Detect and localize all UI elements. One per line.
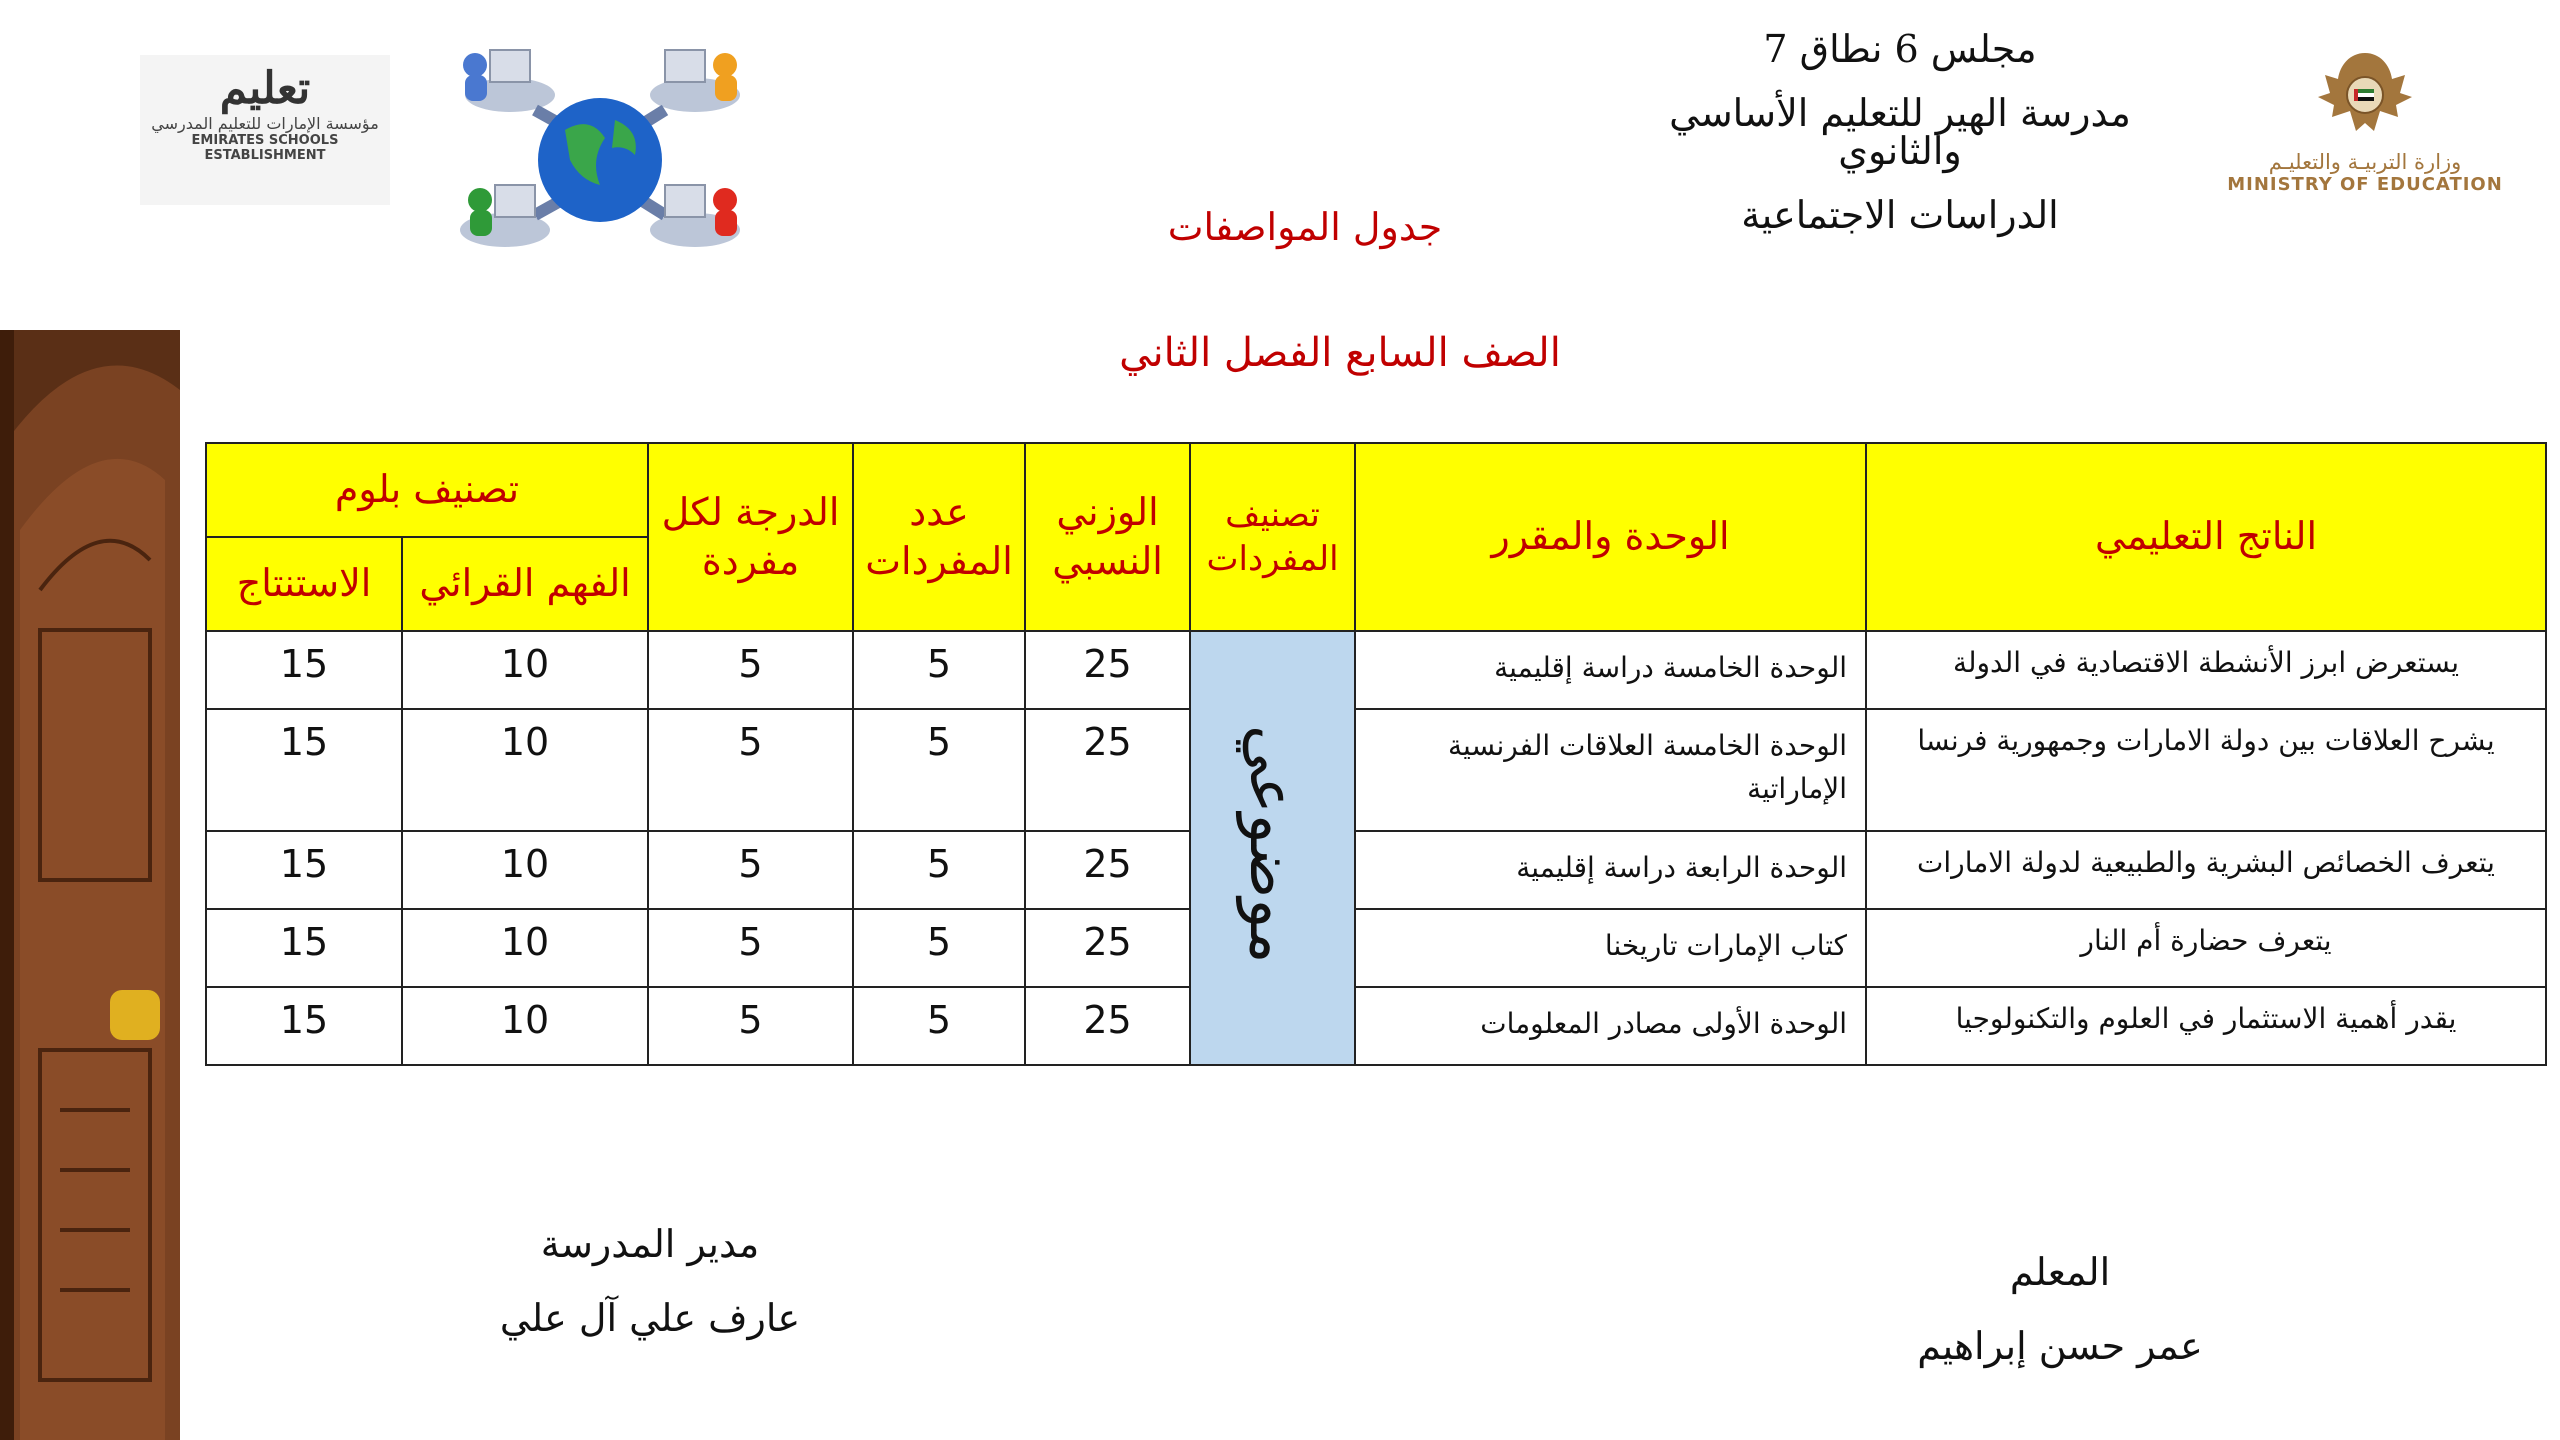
outcome-cell: يتعرف الخصائص البشرية والطبيعية لدولة الامارات [1866,831,2546,909]
comprehension-cell: 10 [402,987,648,1065]
header-bloom: تصنيف بلوم [206,443,648,537]
teacher-role: المعلم [2009,1250,2111,1294]
principal-signature [480,1222,820,1340]
header-reading-comprehension: الفهم القرائي [402,537,648,631]
header-score-per-item: الدرجة لكل مفردة [648,443,853,631]
header-outcome: الناتج التعليمي [1866,443,2546,631]
grade-term-title: الصف السابع الفصل الثاني [1119,330,1561,376]
outcome-cell: يقدر أهمية الاستثمار في العلوم والتكنولوجيا [1866,987,2546,1065]
item-type-value: موضوعي [1236,725,1310,964]
count-cell: 5 [853,987,1025,1065]
ese-logo-english: EMIRATES SCHOOLS ESTABLISHMENT [191,133,339,163]
weight-cell: 25 [1025,831,1190,909]
ese-logo [140,55,390,205]
principal-role: مدير المدرسة [540,1222,760,1266]
item-type-cell [1190,631,1355,1065]
score-cell: 5 [648,631,853,709]
count-cell: 5 [853,831,1025,909]
outcome-cell: يستعرض ابرز الأنشطة الاقتصادية في الدولة [1866,631,2546,709]
teacher-name: عمر حسن إبراهيم [1917,1324,2203,1368]
outcome-cell: يتعرف حضارة أم النار [1866,909,2546,987]
table-row [206,987,2546,1065]
teacher-signature [1860,1250,2260,1368]
table-row [206,709,2546,831]
count-cell: 5 [853,909,1025,987]
ministry-logo-english: MINISTRY OF EDUCATION [2227,174,2503,195]
header-relative-weight: الوزني النسبي [1025,443,1190,631]
weight-cell: 25 [1025,909,1190,987]
falcon-emblem-icon [2310,45,2420,140]
table-row [206,831,2546,909]
table-row [206,909,2546,987]
deduction-cell: 15 [206,987,402,1065]
score-cell: 5 [648,987,853,1065]
header-item-count: عدد المفردات [853,443,1025,631]
subject-name: الدراسات الاجتماعية [1741,193,2059,237]
school-name: مدرسة الهير للتعليم الأساسي والثانوي [1669,91,2131,173]
header-unit: الوحدة والمقرر [1355,443,1866,631]
deduction-cell: 15 [206,909,402,987]
wooden-door-illustration [0,330,180,1440]
ese-logo-mark: تعليم [219,63,311,114]
spec-table-title: جدول المواصفات [1167,205,1443,249]
unit-cell: الوحدة الخامسة العلاقات الفرنسية الإماراتية [1355,709,1866,831]
unit-cell: كتاب الإمارات تاريخنا [1355,909,1866,987]
score-cell: 5 [648,709,853,831]
unit-cell: الوحدة الأولى مصادر المعلومات [1355,987,1866,1065]
weight-cell: 25 [1025,987,1190,1065]
ese-logo-arabic: مؤسسة الإمارات للتعليم المدرسي [151,114,379,133]
comprehension-cell: 10 [402,709,648,831]
header-item-type: تصنيف المفردات [1190,443,1355,631]
comprehension-cell: 10 [402,631,648,709]
deduction-cell: 15 [206,631,402,709]
score-cell: 5 [648,831,853,909]
network-globe-illustration [440,20,760,270]
outcome-cell: يشرح العلاقات بين دولة الامارات وجمهورية فرنسا [1866,709,2546,831]
specification-table [205,442,2547,1066]
comprehension-cell: 10 [402,909,648,987]
ministry-logo-arabic: وزارة التربيـة والتعليـم [2268,150,2462,174]
score-cell: 5 [648,909,853,987]
school-info [1620,27,2180,260]
weight-cell: 25 [1025,631,1190,709]
header-deduction: الاستنتاج [206,537,402,631]
weight-cell: 25 [1025,709,1190,831]
council-text: مجلس 6 نطاق 7 [1763,27,2037,71]
count-cell: 5 [853,631,1025,709]
unit-cell: الوحدة الرابعة دراسة إقليمية [1355,831,1866,909]
table-row [206,631,2546,709]
deduction-cell: 15 [206,709,402,831]
count-cell: 5 [853,709,1025,831]
comprehension-cell: 10 [402,831,648,909]
unit-cell: الوحدة الخامسة دراسة إقليمية [1355,631,1866,709]
ministry-logo [2210,45,2520,215]
principal-name: عارف علي آل علي [499,1296,801,1340]
deduction-cell: 15 [206,831,402,909]
